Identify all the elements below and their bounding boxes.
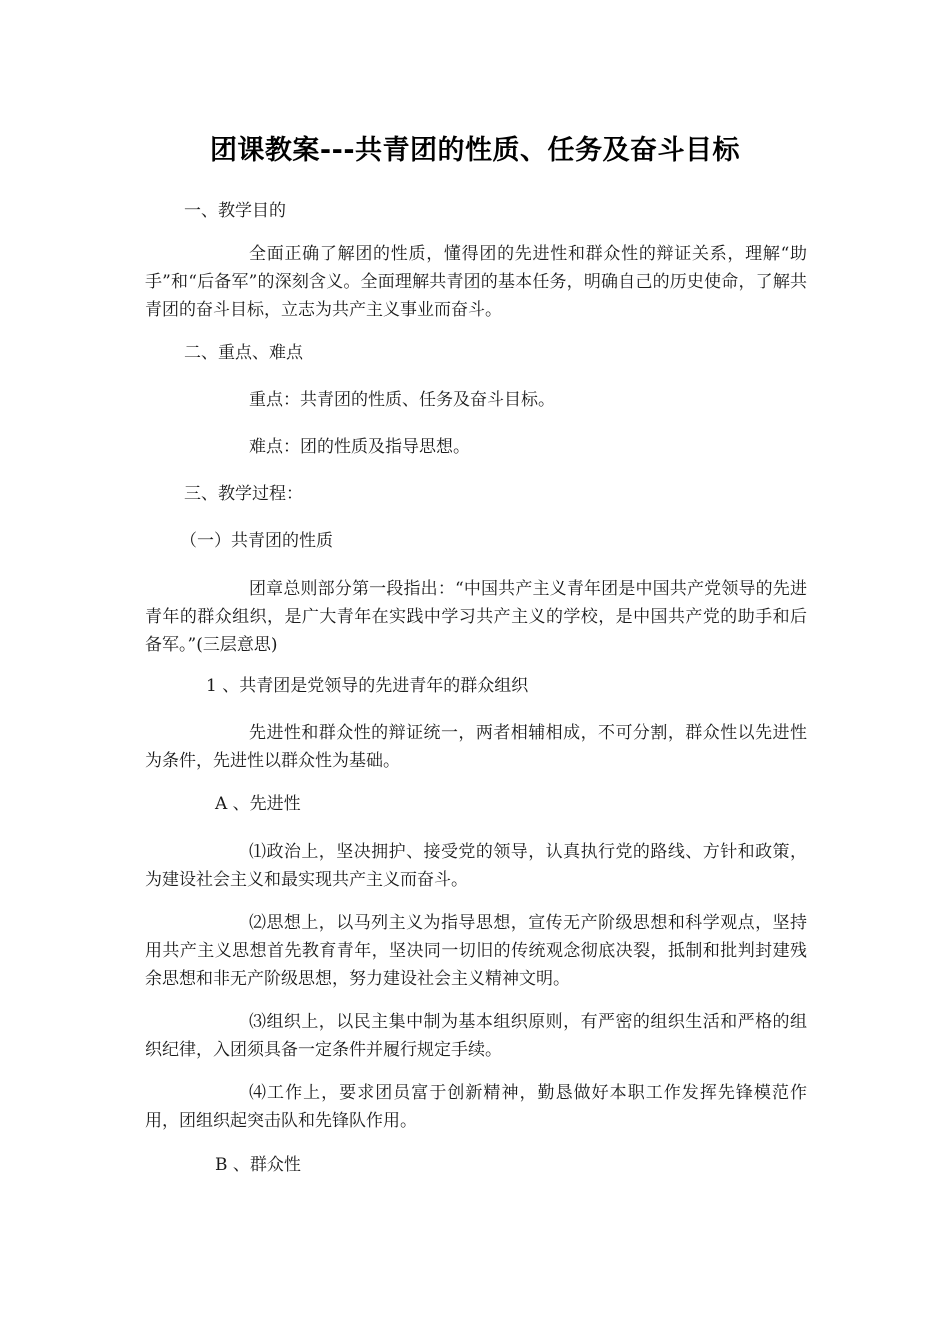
dialectical-unity-paragraph: 先进性和群众性的辩证统一，两者相辅相成，不可分割，群众性以先进性为条件，先进性以群众性为基础。 (145, 723, 807, 771)
subsection-heading-nature: （一）共青团的性质 (180, 531, 333, 551)
section-heading-key-points: 二、重点、难点 (184, 343, 303, 363)
document-title: 团课教案---共青团的性质、任务及奋斗目标 (209, 135, 741, 166)
advanced-item-ideological: ⑵思想上，以马列主义为指导思想，宣传无产阶级思想和科学观点，坚持用共产主义思想首先教育青年，坚决同一切旧的传统观念彻底决裂，抵制和批判封建残余思想和非无产阶级思想，努力建设社会主义精神文明。 (145, 913, 807, 989)
subpoint-heading-mass: B 、群众性 (215, 1155, 301, 1175)
advanced-item-organizational: ⑶组织上，以民主集中制为基本组织原则，有严密的组织生活和严格的组织纪律，入团须具备一定条件并履行规定手续。 (145, 1012, 807, 1060)
nature-paragraph: 团章总则部分第一段指出：“中国共产主义青年团是中国共产党领导的先进青年的群众组织，是广大青年在实践中学习共产主义的学校，是中国共产党的助手和后备军。”(三层意思) (145, 579, 807, 655)
advanced-item-work: ⑷工作上，要求团员富于创新精神，勤恳做好本职工作发挥先锋模范作用，团组织起突击队和先锋队作用。 (145, 1083, 807, 1131)
subpoint-heading-advanced: A 、先进性 (215, 794, 301, 814)
section-heading-teaching-process: 三、教学过程： (184, 484, 303, 504)
teaching-goal-paragraph: 全面正确了解团的性质，懂得团的先进性和群众性的辩证关系，理解“助手”和“后备军”的深刻含义。全面理解共青团的基本任务，明确自己的历史使命，了解共青团的奋斗目标，立志为共产主义事业而奋斗。 (145, 244, 807, 320)
point-heading-mass-organization: 1 、共青团是党领导的先进青年的群众组织 (206, 676, 529, 696)
section-heading-teaching-goal: 一、教学目的 (184, 201, 286, 221)
advanced-item-political: ⑴政治上，坚决拥护、接受党的领导，认真执行党的路线、方针和政策，为建设社会主义和最实现共产主义而奋斗。 (145, 842, 807, 890)
difficulty-line: 难点：团的性质及指导思想。 (249, 437, 470, 457)
key-point-line: 重点：共青团的性质、任务及奋斗目标。 (249, 390, 555, 410)
